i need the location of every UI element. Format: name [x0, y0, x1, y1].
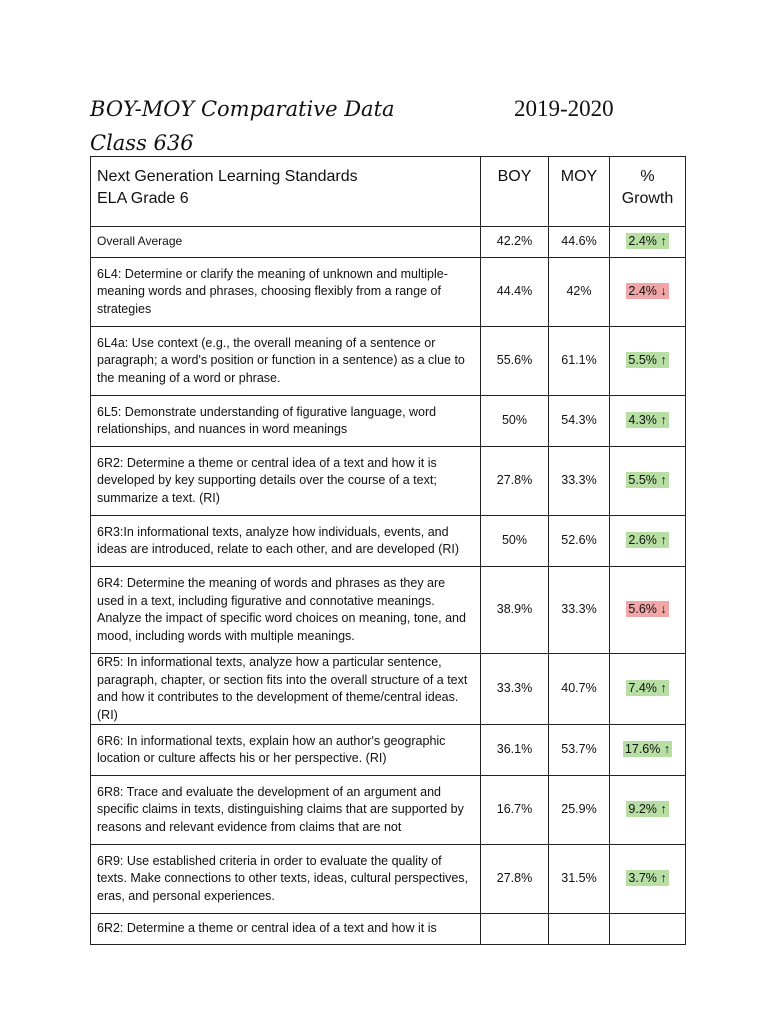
boy-value: 27.8% — [481, 845, 549, 914]
standard-description: 6L5: Demonstrate understanding of figurative language, word relationships, and nuances in word meanings — [91, 396, 481, 447]
growth-decrease-badge: 5.6% ↓ — [628, 602, 667, 617]
growth-cell — [610, 227, 686, 258]
boy-value: 16.7% — [481, 776, 549, 845]
standard-description: 6R4: Determine the meaning of words and phrases as they are used in a text, including figurative and connotative meanings. Analyze the impact of specific word choices on meaning, tone, and mood, including words with multiple meanings. — [91, 567, 481, 654]
document-title: BOY-MOY Comparative Data — [90, 97, 395, 121]
growth-cell — [610, 776, 686, 845]
growth-cell — [610, 725, 686, 776]
growth-cell — [610, 914, 686, 945]
table-row — [91, 776, 686, 845]
growth-cell — [610, 396, 686, 447]
table-row — [91, 725, 686, 776]
boy-value: 38.9% — [481, 567, 549, 654]
standard-description: Overall Average — [91, 227, 481, 258]
standard-description: 6R9: Use established criteria in order to evaluate the quality of texts. Make connections to other texts, ideas, cultural perspectives, eras, and personal experiences. — [91, 845, 481, 914]
growth-increase-badge: 3.7% ↑ — [628, 871, 667, 886]
table-row — [91, 396, 686, 447]
table-row — [91, 914, 686, 945]
moy-value: 42% — [549, 258, 610, 327]
standard-description: 6R8: Trace and evaluate the development of an argument and specific claims in texts, distinguishing claims that are supported by reasons and relevant evidence from claims that are not — [91, 776, 481, 845]
growth-increase-badge: 4.3% ↑ — [628, 413, 667, 428]
overall-average-row — [91, 227, 686, 258]
growth-cell — [610, 654, 686, 725]
growth-header-line2: Growth — [621, 190, 674, 207]
table-row — [91, 654, 686, 725]
growth-column-header — [610, 157, 686, 227]
table-header-row — [91, 157, 686, 227]
moy-value: 44.6% — [549, 227, 610, 258]
moy-value: 25.9% — [549, 776, 610, 845]
standards-header-line2: ELA Grade 6 — [97, 190, 189, 207]
boy-value — [481, 914, 549, 945]
boy-value: 27.8% — [481, 447, 549, 516]
table-row — [91, 258, 686, 327]
boy-value: 55.6% — [481, 327, 549, 396]
growth-increase-badge: 2.4% ↑ — [628, 234, 667, 249]
standard-description: 6R6: In informational texts, explain how an author's geographic location or culture affects his or her perspective. (RI) — [91, 725, 481, 776]
growth-increase-badge: 2.6% ↑ — [628, 533, 667, 548]
boy-value: 44.4% — [481, 258, 549, 327]
growth-cell — [610, 258, 686, 327]
moy-value — [549, 914, 610, 945]
standard-description: 6L4: Determine or clarify the meaning of unknown and multiple-meaning words and phrases, choosing flexibly from a range of strategies — [91, 258, 481, 327]
growth-increase-badge: 5.5% ↑ — [628, 353, 667, 368]
school-year: 2019-2020 — [514, 96, 614, 121]
growth-increase-badge: 9.2% ↑ — [628, 802, 667, 817]
boy-value: 42.2% — [481, 227, 549, 258]
standard-description: 6L4a: Use context (e.g., the overall meaning of a sentence or paragraph; a word's position or function in a sentence) as a clue to the meaning of a word or phrase. — [91, 327, 481, 396]
growth-increase-badge: 7.4% ↑ — [628, 681, 667, 696]
table-row — [91, 567, 686, 654]
growth-cell — [610, 567, 686, 654]
table-row — [91, 327, 686, 396]
standard-description: 6R2: Determine a theme or central idea of a text and how it is — [91, 914, 481, 945]
class-label: Class 636 — [90, 131, 194, 155]
moy-value: 54.3% — [549, 396, 610, 447]
standard-description: 6R3:In informational texts, analyze how individuals, events, and ideas are introduced, relate to each other, and are developed (RI) — [91, 516, 481, 567]
growth-cell — [610, 447, 686, 516]
growth-header-line1: % — [640, 168, 655, 185]
boy-value: 33.3% — [481, 654, 549, 725]
moy-value: 31.5% — [549, 845, 610, 914]
standard-description: 6R2: Determine a theme or central idea of a text and how it is developed by key supporting details over the course of a text; summarize a text. (RI) — [91, 447, 481, 516]
standards-table — [90, 156, 686, 945]
document-header — [90, 92, 650, 160]
moy-value: 61.1% — [549, 327, 610, 396]
growth-cell — [610, 516, 686, 567]
moy-value: 53.7% — [549, 725, 610, 776]
standard-description: 6R5: In informational texts, analyze how a particular sentence, paragraph, chapter, or section fits into the overall structure of a text and how it contributes to the development of theme/central ideas. (RI) — [91, 654, 481, 725]
table-row — [91, 447, 686, 516]
moy-value: 40.7% — [549, 654, 610, 725]
growth-increase-badge: 17.6% ↑ — [624, 742, 671, 757]
boy-value: 36.1% — [481, 725, 549, 776]
moy-value: 52.6% — [549, 516, 610, 567]
boy-value: 50% — [481, 396, 549, 447]
standards-header-line1: Next Generation Learning Standards — [97, 168, 358, 185]
moy-column-header: MOY — [549, 157, 610, 227]
growth-increase-badge: 5.5% ↑ — [628, 473, 667, 488]
growth-cell — [610, 327, 686, 396]
boy-value: 50% — [481, 516, 549, 567]
boy-column-header: BOY — [481, 157, 549, 227]
moy-value: 33.3% — [549, 567, 610, 654]
table-row — [91, 845, 686, 914]
standards-column-header — [91, 157, 481, 227]
table-row — [91, 516, 686, 567]
moy-value: 33.3% — [549, 447, 610, 516]
growth-decrease-badge: 2.4% ↓ — [628, 284, 667, 299]
growth-cell — [610, 845, 686, 914]
